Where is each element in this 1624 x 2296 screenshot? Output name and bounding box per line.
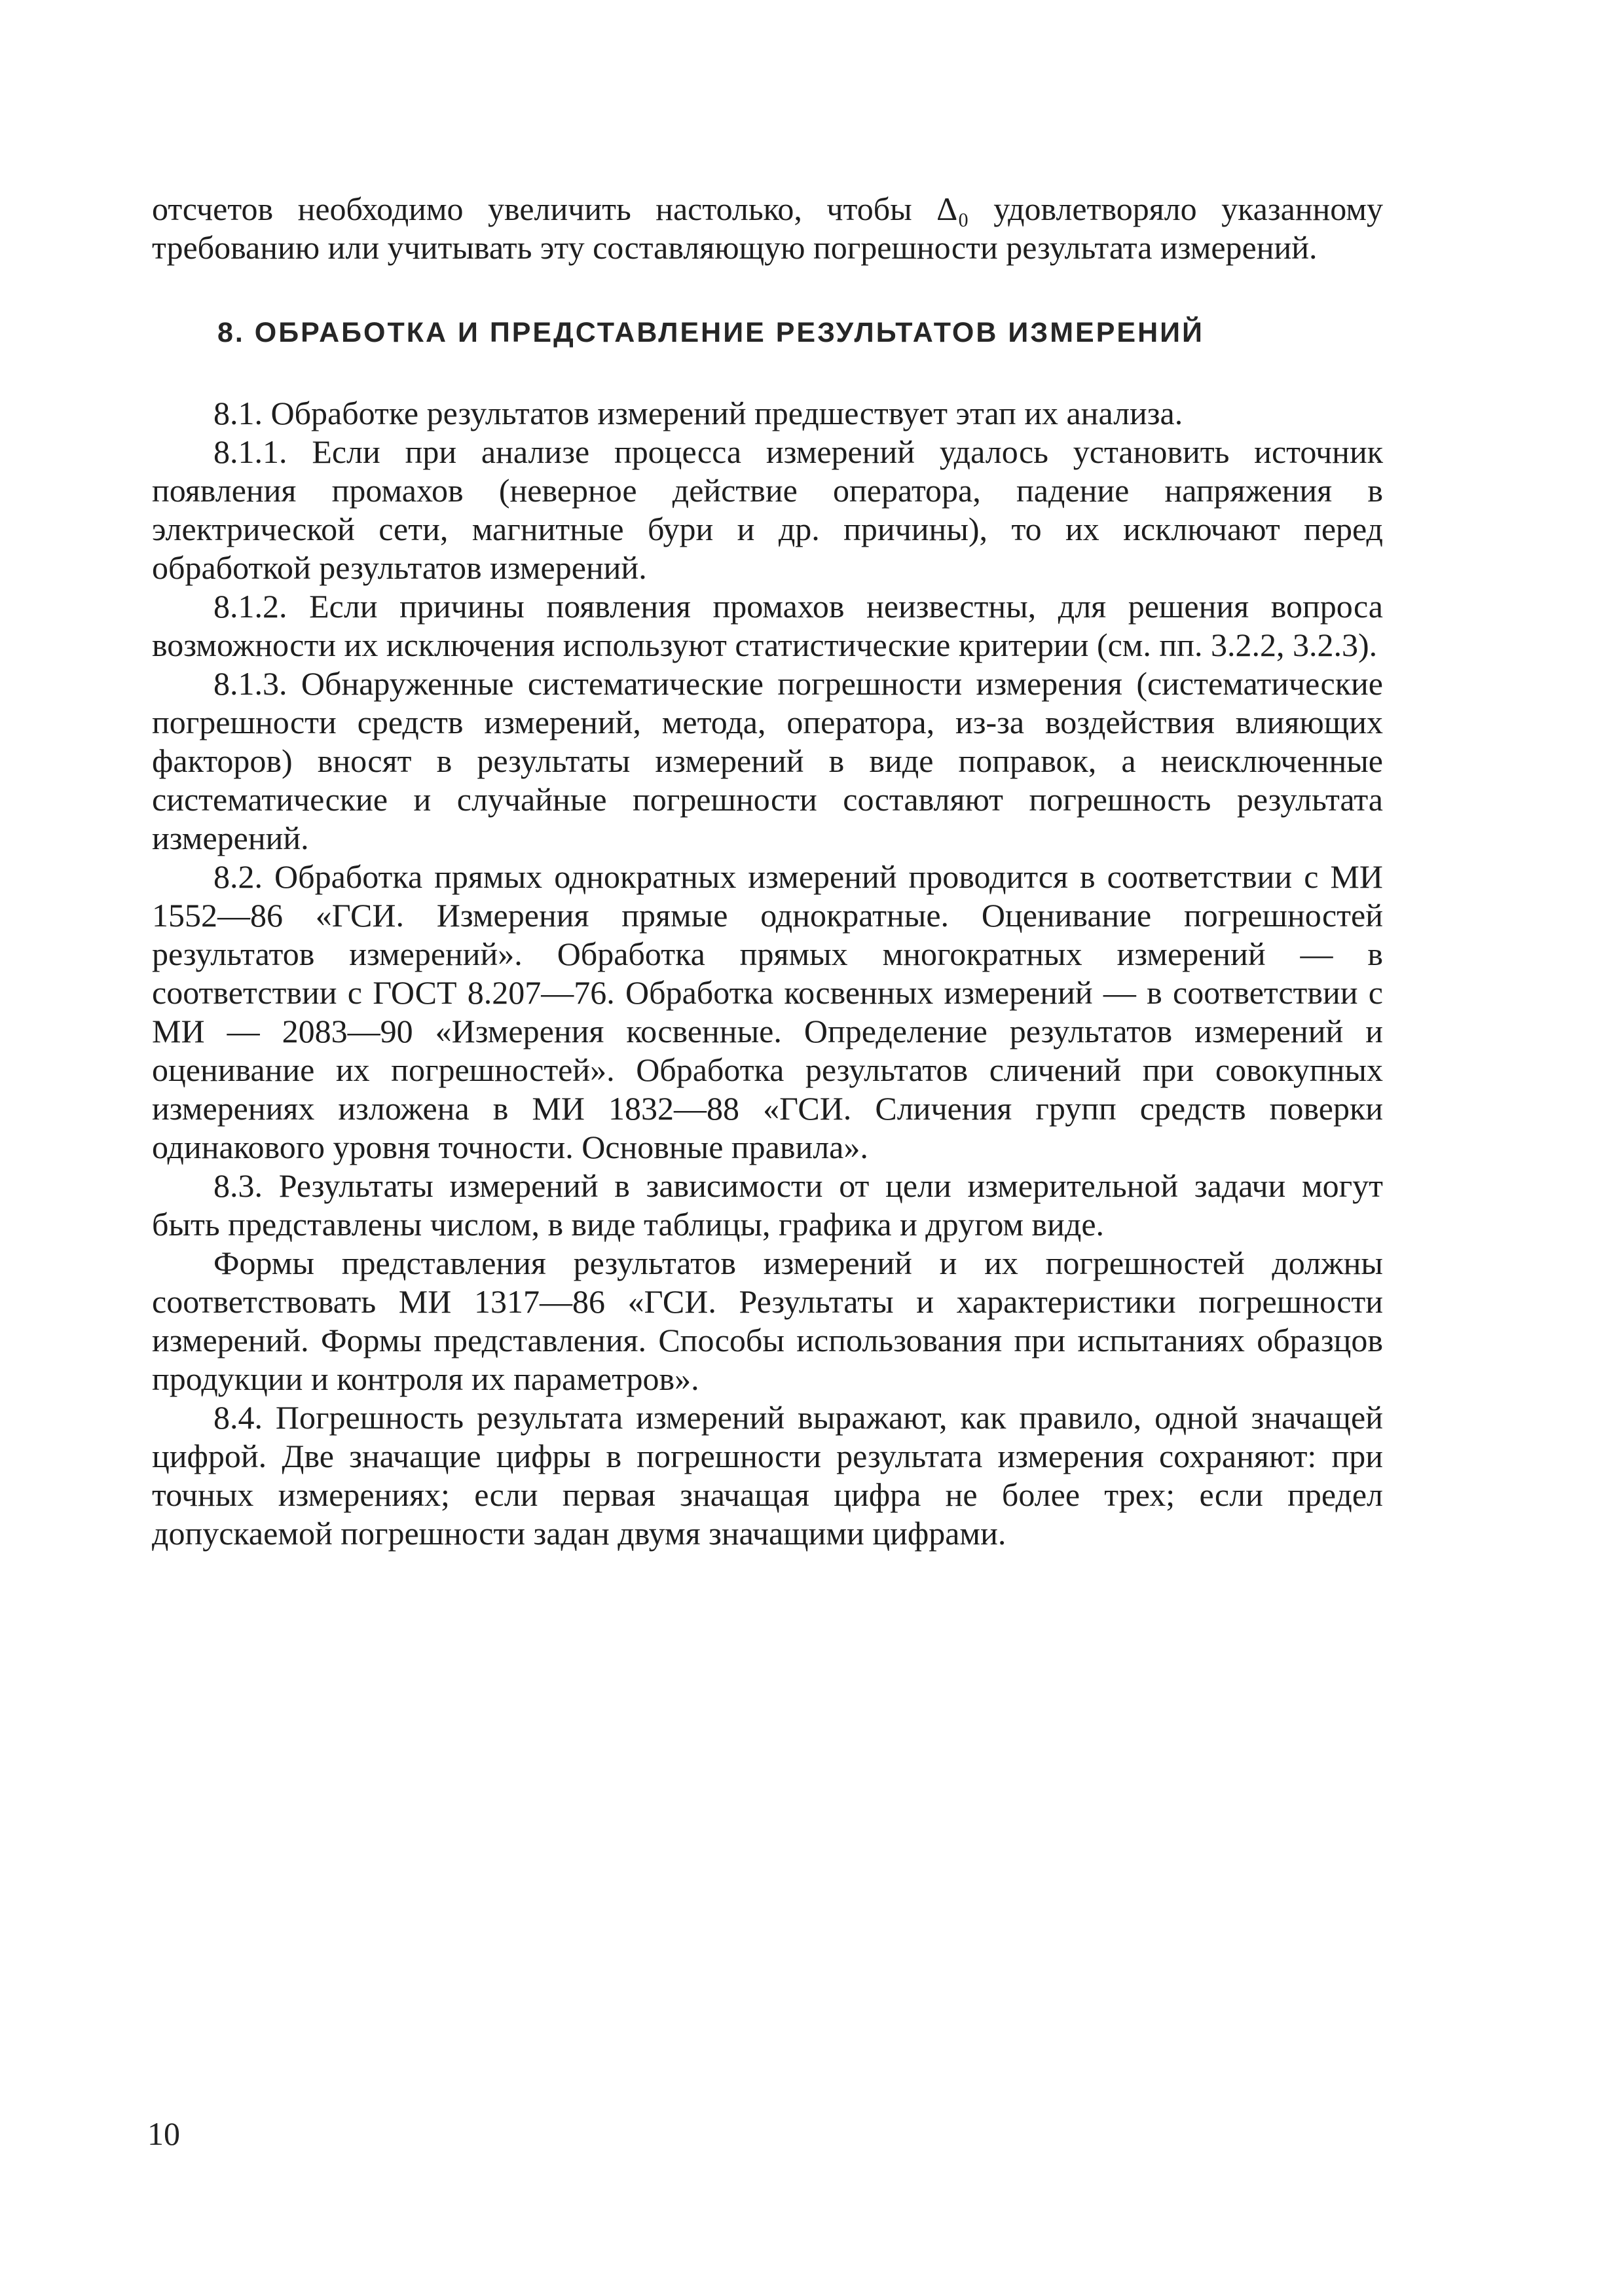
paragraph-8-1-2: 8.1.2. Если причины появления промахов неизвестны, для решения вопроса возможности их исключения используют статистические критерии (см. пп. 3.2.2, 3.2.3). [152,588,1383,663]
section-heading: 8. ОБРАБОТКА И ПРЕДСТАВЛЕНИЕ РЕЗУЛЬТАТОВ ИЗМЕРЕНИЙ [217,317,1204,348]
page-number: 10 [147,2115,180,2152]
document-body [152,190,1383,1553]
paragraph-8-2: 8.2. Обработка прямых однократных измерений проводится в соответствии с МИ 1552—86 «ГСИ. Измерения прямые однократные. Оценивание погрешностей результатов измерений». Обработка прямых многократных измерений — в соответствии с ГОСТ 8.207—76. Обработка косвенных измерений — в соответствии с МИ — 2083—90 «Измерения косвенные. Определение результатов измерений и оценивание их погрешностей». Обработка результатов сличений при совокупных измерениях изложена в МИ 1832—88 «ГСИ. Сличения групп средств поверки одинакового уровня точности. Основные правила». [152,858,1383,1165]
paragraph-8-3: 8.3. Результаты измерений в зависимости от цели измерительной задачи могут быть представлены числом, в виде таблицы, графика и другом виде. [152,1167,1383,1243]
document-page [152,190,1383,1553]
paragraph-8-4: 8.4. Погрешность результата измерений выражают, как правило, одной значащей цифрой. Две значащие цифры в погрешности результата измерения сохраняют: при точных измерениях; если первая значащая цифра не более трех; если предел допускаемой погрешности задан двумя значащими цифрами. [152,1399,1383,1552]
paragraph-8-1: 8.1. Обработке результатов измерений предшествует этап их анализа. [213,395,1183,431]
paragraph-8-1-3: 8.1.3. Обнаруженные систематические погрешности измерения (систематические погрешности средств измерений, метода, оператора, из-за воздействия влияющих факторов) вносят в результаты измерений в виде поправок, а неисключенные систематические и случайные погрешности составляют погрешность результата измерений. [152,665,1383,856]
paragraph-8-3-forms: Формы представления результатов измерений и их погрешностей должны соответствовать МИ 1317—86 «ГСИ. Результаты и характеристики погрешности измерений. Формы представления. Способы использования при испытаниях образцов продукции и контроля их параметров». [152,1245,1383,1397]
paragraph-8-1-1: 8.1.1. Если при анализе процесса измерений удалось установить источник появления промахов (неверное действие оператора, падение напряжения в электрической сети, магнитные бури и др. причины), то их исключают перед обработкой результатов измерений. [152,433,1383,586]
intro-paragraph: отсчетов необходимо увеличить настолько, чтобы Δ₀ удовлетворяло указанному требованию или учитывать эту составляющую погрешности результата измерений. [152,191,1383,266]
